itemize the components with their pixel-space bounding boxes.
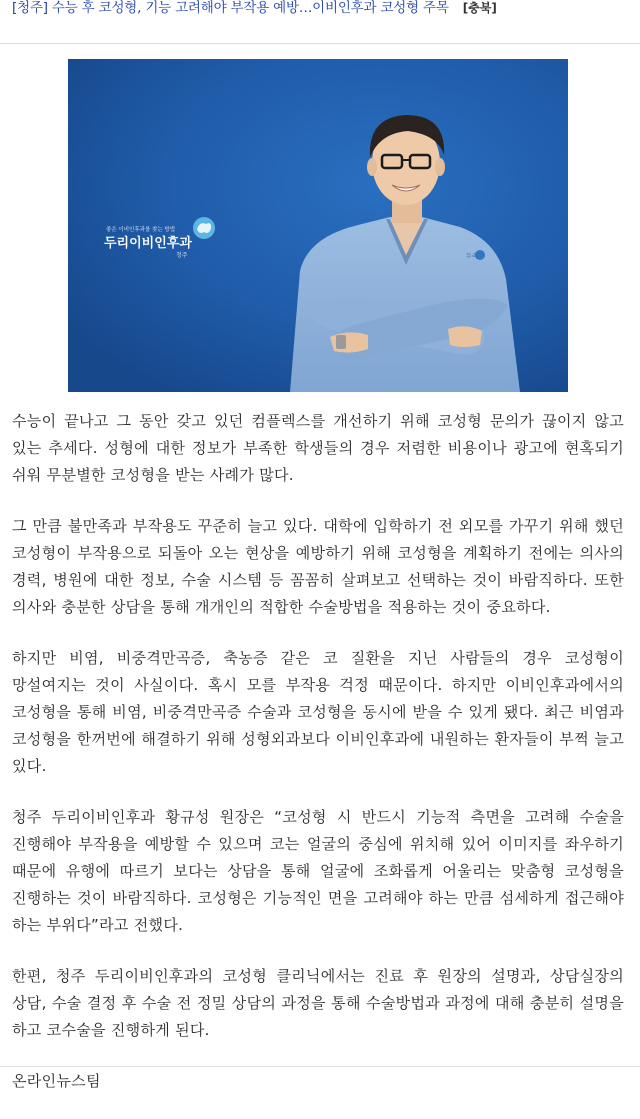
clinic-branch: 청주 <box>176 252 188 259</box>
article-paragraph: 하지만 비염, 비중격만곡증, 축농증 같은 코 질환을 지닌 사람들의 경우 코성형이 망설여지는 것이 사실이다. 혹시 모를 부작용 걱정 때문이다. 하지만 이비인후과에서의 코성형을 통해 비염, 비중격만곡증 수술과 코성형을 동시에 받을 수 있게 됐다. 최근 비염과 코성형을 한꺼번에 해결하기 위해 성형외과보다 이비인후과에 내원하는 환자들이 부쩍 늘고 있다. <box>12 649 624 775</box>
article-paragraph: 청주 두리이비인후과 황규성 원장은 “코성형 시 반드시 기능적 측면을 고려해 수술을 진행해야 부작용을 예방할 수 있으며 코는 얼굴의 중심에 위치해 있어 이미지를 좌우하기 때문에 유행에 따르기 보다는 상담을 통해 얼굴에 조화롭게 어울리는 맞춤형 코성형을 진행하는 것이 바람직하다. 코성형은 기능적인 면을 고려해야 하는 만큼 섬세하게 접근해야 하는 부위다”라고 전했다. <box>12 808 624 934</box>
article-body <box>12 408 624 1119</box>
bottom-divider <box>0 1066 640 1067</box>
article-header <box>0 0 640 44</box>
svg-text:두리: 두리 <box>466 253 478 260</box>
article-paragraph: 수능이 끝나고 그 동안 갖고 있던 컴플렉스를 개선하기 위해 코성형 문의가 끊이지 않고 있는 추세다. 성형에 대한 정보가 부족한 학생들의 경우 저렴한 비용이나 광고에 현혹되기 쉬워 무분별한 코성형을 받는 사례가 많다. <box>12 412 624 484</box>
article-byline: 온라인뉴스팀 <box>12 1072 101 1090</box>
article-title-link[interactable]: [청주] 수능 후 코성형, 기능 고려해야 부작용 예방…이비인후과 코성형 주목 <box>12 0 449 16</box>
article-paragraph: 한편, 청주 두리이비인후과의 코성형 클리닉에서는 진료 후 원장의 설명과, 상담실장의 상담, 수술 결정 후 수술 전 정밀 상담의 과정을 통해 수술방법과 과정에 대해 충분히 설명을 하고 코수술을 진행하게 된다. <box>12 967 624 1039</box>
clinic-tagline: 좋은 이비인후과를 찾는 방법 <box>106 227 176 233</box>
clinic-name: 두리이비인후과 <box>104 236 192 251</box>
doctor-portrait-image <box>68 59 568 392</box>
region-tag: [충북] <box>462 1 497 15</box>
article-paragraph: 그 만큼 불만족과 부작용도 꾸준히 늘고 있다. 대학에 입학하기 전 외모를 가꾸기 위해 했던 코성형이 부작용으로 되돌아 오는 현상을 예방하기 위해 코성형을 계획하기 전에는 의사의 경력, 병원에 대한 정보, 수술 시스템 등 꼼꼼히 살펴보고 선택하는 것이 바람직하다. 또한 의사와 충분한 상담을 통해 개개인의 적합한 수술방법을 적용하는 것이 중요하다. <box>12 517 624 616</box>
article-photo <box>68 59 568 392</box>
